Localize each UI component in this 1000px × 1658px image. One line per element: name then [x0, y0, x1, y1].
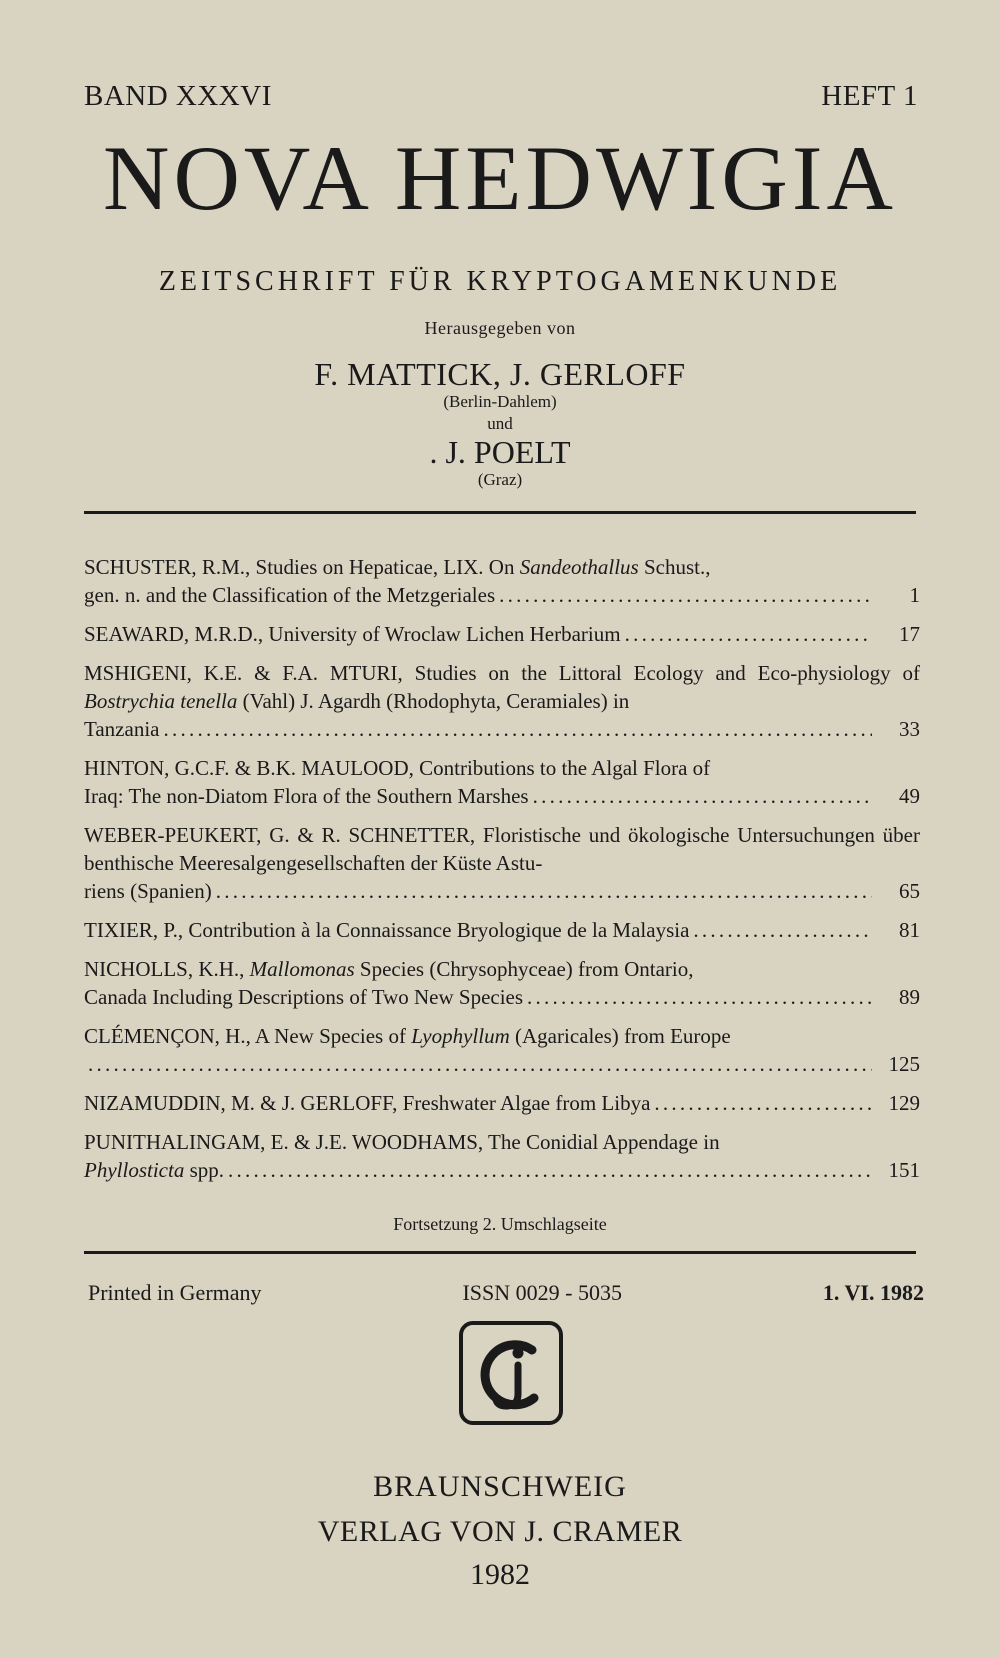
dot-leader: [212, 877, 872, 905]
dot-leader: [621, 620, 872, 648]
toc-entry-text: spp.: [184, 1158, 225, 1182]
dot-leader: [159, 715, 872, 743]
editors-location: (Berlin-Dahlem): [443, 392, 557, 411]
divider-top: [84, 511, 916, 514]
toc-entry-italic: Lyophyllum: [411, 1024, 510, 1048]
toc-entry[interactable]: [84, 553, 920, 609]
toc-entry[interactable]: [84, 754, 920, 810]
toc-entry[interactable]: [84, 620, 920, 648]
editors: F. MATTICK, J. GERLOFF: [314, 356, 686, 392]
toc-page-number: 125: [888, 1052, 920, 1076]
toc-entry-text: (Vahl) J. Agardh (Rhodophyta, Ceramiales) in: [237, 689, 630, 713]
toc-entry-text: NIZAMUDDIN, M. & J. GERLOFF, Freshwater Algae from Libya: [84, 1091, 651, 1115]
publisher-city: BRAUNSCHWEIG: [373, 1470, 627, 1503]
journal-subtitle: ZEITSCHRIFT FÜR KRYPTOGAMENKUNDE: [158, 266, 842, 297]
issue-date: 1. VI. 1982: [822, 1280, 924, 1305]
volume-label: BAND XXXVI: [84, 80, 272, 112]
toc-entry-text: SCHUSTER, R.M., Studies on Hepaticae, LIX. On: [84, 555, 520, 579]
toc-entry-text: Tanzania: [84, 717, 160, 741]
toc-entry[interactable]: [84, 1022, 920, 1078]
table-of-contents: [84, 553, 920, 1195]
toc-page-number: 49: [899, 784, 920, 808]
volume-row: [84, 80, 918, 113]
toc-entry-text: (Agaricales) from Europe: [509, 1024, 731, 1048]
publication-year: 1982: [470, 1558, 530, 1591]
third-editor-location: (Graz): [477, 470, 523, 489]
journal-title: NOVA HEDWIGIA: [103, 127, 897, 229]
dot-leader: [84, 1050, 872, 1078]
toc-entry-text: NICHOLLS, K.H.,: [84, 957, 250, 981]
published-by-label: Herausgegeben von: [424, 318, 576, 338]
dot-leader: [529, 782, 872, 810]
dot-leader: [224, 1156, 872, 1184]
continuation-note: Fortsetzung 2. Umschlagseite: [393, 1214, 607, 1234]
toc-page-number: 89: [899, 985, 920, 1009]
toc-entry-text: Canada Including Descriptions of Two New Species: [84, 985, 524, 1009]
publisher-logo-icon: [458, 1320, 564, 1426]
toc-entry-text: TIXIER, P., Contribution à la Connaissance Bryologique de la Malaysia: [84, 918, 690, 942]
and-label: und: [487, 414, 513, 433]
toc-page-number: 129: [888, 1091, 920, 1115]
toc-entry-text: gen. n. and the Classification of the Metzgeriales: [84, 583, 496, 607]
toc-entry[interactable]: [84, 955, 920, 1011]
toc-entry-text: Species (Chrysophyceae) from Ontario,: [354, 957, 694, 981]
toc-page-number: 33: [899, 717, 920, 741]
toc-entry-text: WEBER-PEUKERT, G. & R. SCHNETTER, Floristische und ökologische Untersuchungen über benthische Meeresalgengesellschaften der Küste Astu-: [84, 823, 920, 875]
dot-leader: [650, 1089, 872, 1117]
toc-entry-text: Schust.,: [638, 555, 711, 579]
toc-entry[interactable]: [84, 1089, 920, 1117]
toc-entry-text: riens (Spanien): [84, 879, 212, 903]
toc-page-number: 81: [899, 918, 920, 942]
third-editor: . J. POELT: [429, 434, 571, 470]
toc-entry-text: SEAWARD, M.R.D., University of Wroclaw Lichen Herbarium: [84, 622, 621, 646]
dot-leader: [689, 916, 872, 944]
toc-page-number: 17: [899, 622, 920, 646]
toc-entry-text: HINTON, G.C.F. & B.K. MAULOOD, Contributions to the Algal Flora of: [84, 756, 711, 780]
publisher-name: VERLAG VON J. CRAMER: [317, 1515, 683, 1548]
printed-in: Printed in Germany: [88, 1280, 262, 1305]
toc-entry-italic: Phyllosticta: [84, 1158, 185, 1182]
dot-leader: [523, 983, 872, 1011]
toc-entry-text: MSHIGENI, K.E. & F.A. MTURI, Studies on the Littoral Ecology and Eco-physiology of: [84, 661, 920, 685]
toc-entry-text: PUNITHALINGAM, E. & J.E. WOODHAMS, The Conidial Appendage in: [84, 1130, 720, 1154]
toc-entry-italic: Sandeothallus: [519, 555, 639, 579]
toc-page-number: 1: [909, 583, 920, 607]
issue-label: HEFT 1: [821, 80, 918, 112]
dot-leader: [495, 581, 872, 609]
toc-entry-italic: Mallomonas: [249, 957, 355, 981]
toc-entry-italic: Bostrychia tenella: [84, 689, 238, 713]
toc-page-number: 151: [888, 1158, 920, 1182]
toc-entry-text: CLÉMENÇON, H., A New Species of: [84, 1024, 412, 1048]
toc-entry[interactable]: [84, 916, 920, 944]
footer-row: [88, 1280, 924, 1306]
issn: ISSN 0029 - 5035: [462, 1280, 622, 1305]
divider-bottom: [84, 1251, 916, 1254]
toc-page-number: 65: [899, 879, 920, 903]
toc-entry[interactable]: [84, 1128, 920, 1184]
toc-entry[interactable]: [84, 821, 920, 905]
toc-entry-text: Iraq: The non-Diatom Flora of the Southern Marshes: [84, 784, 529, 808]
toc-entry[interactable]: [84, 659, 920, 743]
